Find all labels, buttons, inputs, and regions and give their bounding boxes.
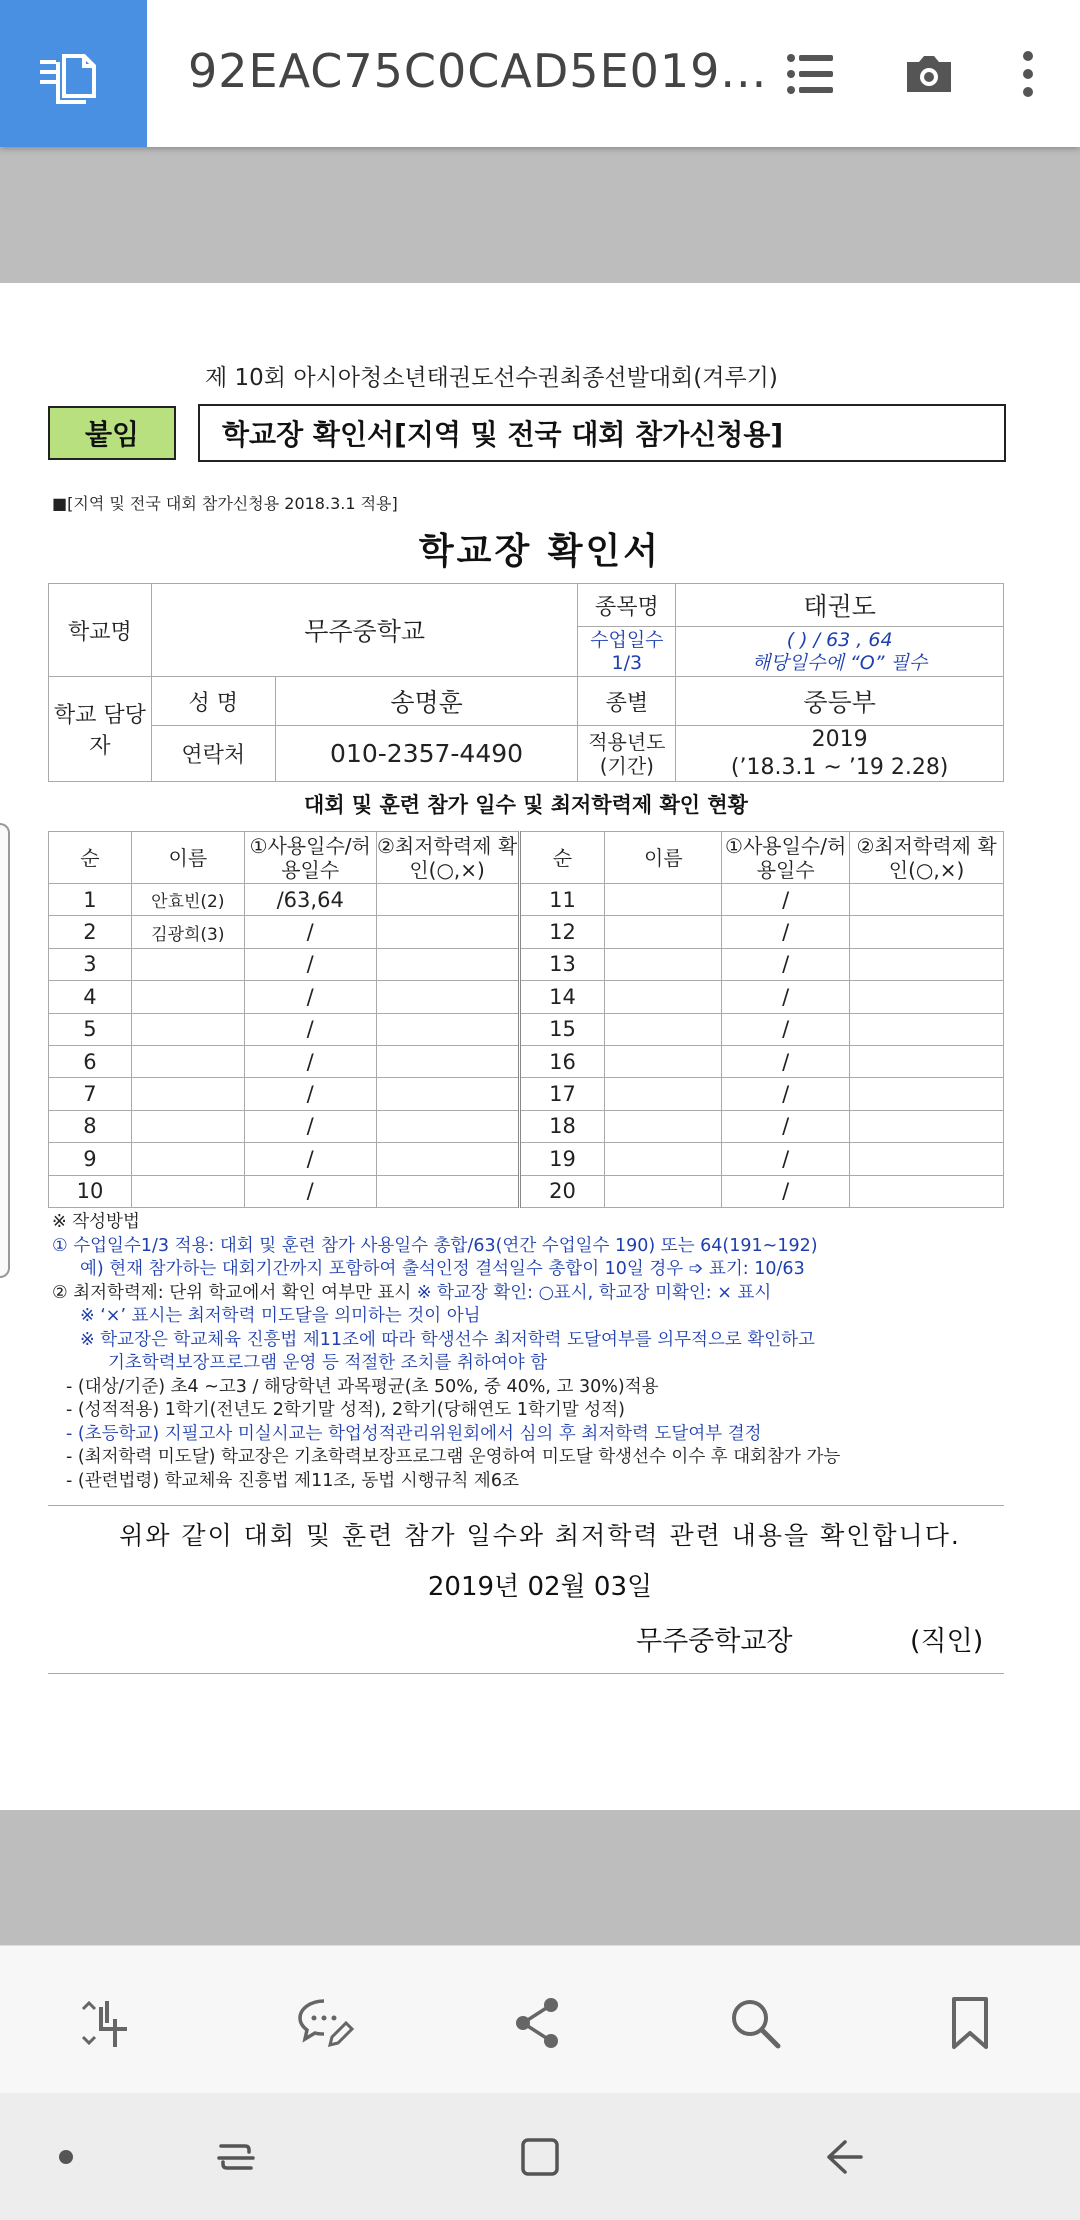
row-name — [131, 1013, 244, 1045]
row-min-academic — [376, 981, 519, 1013]
row-number: 8 — [49, 1110, 132, 1142]
row-days: / — [244, 1143, 376, 1175]
row-name-2 — [605, 884, 722, 916]
section-title: 대회 및 훈련 참가 일수 및 최저학력제 확인 현황 — [304, 793, 748, 817]
bottom-toolbar — [0, 1945, 1080, 2093]
event-value: 태권도 — [676, 584, 1004, 627]
participation-table — [48, 831, 1004, 1208]
row-min-academic — [376, 916, 519, 948]
row-number-2: 19 — [519, 1143, 605, 1175]
search-icon — [725, 1993, 785, 2053]
comment-edit-icon — [294, 1993, 354, 2053]
row-name-2 — [605, 1175, 722, 1207]
row-days-2: / — [722, 1013, 850, 1045]
list-view-button[interactable] — [775, 38, 847, 110]
fit-page-icon — [75, 1993, 135, 2053]
row-name-2 — [605, 1110, 722, 1142]
row-name — [131, 1045, 244, 1077]
row-number: 6 — [49, 1045, 132, 1077]
row-days-2: / — [722, 1175, 850, 1207]
row-name — [131, 1110, 244, 1142]
row-days-2: / — [722, 1078, 850, 1110]
document-title: 92EAC75C0CAD5E019... — [188, 44, 768, 98]
attachment-badge: 붙임 — [48, 406, 176, 460]
row-days-2: / — [722, 948, 850, 980]
back-button[interactable] — [814, 2129, 870, 2185]
camera-icon — [901, 46, 957, 102]
form-title-box: 학교장 확인서[지역 및 전국 대회 참가신청용] — [198, 404, 1006, 462]
row-days: / — [244, 1110, 376, 1142]
row-number-2: 15 — [519, 1013, 605, 1045]
contact-label: 연락처 — [151, 726, 275, 782]
row-min-academic-2 — [850, 1143, 1004, 1175]
row-name — [131, 948, 244, 980]
header-min-academic: ②최저학력제 확인(○,×) — [376, 833, 518, 882]
instruction-line: ※ 학교장은 학교체육 진흥법 제11조에 따라 학생선수 최저학력 도달여부를 의무적으로 확인하고 — [80, 1329, 815, 1350]
row-name: 김광희(3) — [131, 916, 244, 948]
recent-apps-icon — [211, 2132, 261, 2182]
principal-signature: 무주중학교장 — [636, 1626, 793, 1657]
document-icon — [42, 42, 106, 106]
bookmark-button[interactable] — [935, 1988, 1005, 2058]
row-name-2 — [605, 1013, 722, 1045]
more-vert-icon — [1000, 46, 1056, 102]
row-number-2: 17 — [519, 1078, 605, 1110]
row-days-2: / — [722, 916, 850, 948]
row-number-2: 18 — [519, 1110, 605, 1142]
school-name-value: 무주중학교 — [151, 584, 578, 677]
row-name-2 — [605, 981, 722, 1013]
table-row — [49, 1078, 1004, 1110]
row-name-2 — [605, 948, 722, 980]
row-days: / — [244, 948, 376, 980]
row-name — [131, 1143, 244, 1175]
row-min-academic — [376, 1175, 519, 1207]
instructions-heading: ※ 작성방법 — [52, 1212, 140, 1232]
row-days: / — [244, 1175, 376, 1207]
more-options-button[interactable] — [992, 38, 1064, 110]
page-fit-button[interactable] — [70, 1988, 140, 2058]
divider — [48, 1673, 1004, 1674]
row-min-academic-2 — [850, 1013, 1004, 1045]
row-days-2: / — [722, 1143, 850, 1175]
share-button[interactable] — [502, 1988, 572, 2058]
row-number: 1 — [49, 884, 132, 916]
school-name-label: 학교명 — [49, 584, 152, 677]
row-min-academic-2 — [850, 1045, 1004, 1077]
document-page[interactable] — [0, 283, 1080, 1810]
divider — [48, 1505, 1004, 1506]
instruction-line: - (초등학교) 지필고사 미실시교는 학업성적관리위원회에서 심의 후 최저학력 도달여부 결정 — [66, 1423, 762, 1444]
row-number: 2 — [49, 916, 132, 948]
instruction-line: 기초학력보장프로그램 운영 등 적절한 조치를 취하여야 함 — [108, 1353, 548, 1373]
class-days-value-line1: ( ) / 63 , 64 — [786, 628, 893, 651]
confirmation-date: 2019년 02월 03일 — [427, 1572, 653, 1602]
confirmation-text: 위와 같이 대회 및 훈련 참가 일수와 최저학력 관련 내용을 확인합니다. — [119, 1521, 961, 1550]
row-number-2: 11 — [519, 884, 605, 916]
header-name-2: 이름 — [605, 832, 722, 884]
instruction-line: 예) 현재 참가하는 대회기간까지 포함하여 출석인정 결석일수 총합이 10일 경우 ➩ 표기: 10/63 — [80, 1259, 805, 1279]
home-button[interactable] — [512, 2129, 568, 2185]
row-min-academic-2 — [850, 1110, 1004, 1142]
row-name — [131, 1078, 244, 1110]
dot-icon — [41, 2132, 91, 2182]
row-name-2 — [605, 1045, 722, 1077]
page-gap-bottom — [0, 1810, 1080, 1945]
instruction-line: - (최저학력 미도달) 학교장은 기초학력보장프로그램 운영하여 미도달 학생선수 이수 후 대회참가 가능 — [66, 1447, 841, 1467]
row-days-2: / — [722, 981, 850, 1013]
event-label: 종목명 — [578, 584, 676, 627]
class-days-label: 수업일수 1/3 — [578, 627, 676, 677]
instruction-line — [52, 1282, 1012, 1306]
instruction-line: ※ ‘×’ 표시는 최저학력 미도달을 의미하는 것이 아님 — [80, 1306, 481, 1326]
row-days: / — [244, 916, 376, 948]
name-label: 성 명 — [151, 677, 275, 726]
instruction-line: - (관련법령) 학교체육 진흥법 제11조, 동법 시행규칙 제6조 — [66, 1470, 519, 1491]
row-days: / — [244, 1078, 376, 1110]
type-label: 종별 — [578, 677, 676, 726]
row-min-academic — [376, 884, 519, 916]
row-min-academic — [376, 1013, 519, 1045]
row-min-academic-2 — [850, 948, 1004, 980]
row-number-2: 14 — [519, 981, 605, 1013]
row-name — [131, 1175, 244, 1207]
row-min-academic — [376, 1110, 519, 1142]
row-min-academic — [376, 1143, 519, 1175]
year-value-line2: (’18.3.1 ~ ’19 2.28) — [730, 754, 949, 780]
row-name: 안효빈(2) — [131, 884, 244, 916]
table-header-row — [49, 832, 1004, 884]
instruction-line-part: ② 최저학력제: 단위 학교에서 확인 여부만 표시 — [52, 1282, 417, 1303]
form-title: 학교장 확인서 — [418, 531, 662, 572]
row-number: 9 — [49, 1143, 132, 1175]
header-min-academic-2: ②최저학력제 확인(○,×) — [850, 832, 1004, 884]
table-row — [49, 981, 1004, 1013]
year-value — [676, 726, 1004, 782]
school-info-table — [48, 583, 1004, 782]
form-note: ■[지역 및 전국 대회 참가신청용 2018.3.1 적용] — [52, 494, 398, 513]
instruction-line-part: ※ 학교장 확인: ○표시, 학교장 미확인: × 표시 — [416, 1282, 772, 1303]
share-icon — [507, 1993, 567, 2053]
table-row — [49, 1045, 1004, 1077]
row-number: 10 — [49, 1175, 132, 1207]
row-name-2 — [605, 1078, 722, 1110]
header-days-2: ①사용일수/허용일수 — [722, 832, 850, 884]
manager-name-value: 송명훈 — [275, 677, 578, 726]
row-number: 4 — [49, 981, 132, 1013]
instructions — [52, 1211, 1012, 1493]
row-min-academic — [376, 948, 519, 980]
instruction-line: - (대상/기준) 초4 ~고3 / 해당학년 과목평균(초 50%, 중 40%, 고 30%)적용 — [66, 1376, 659, 1397]
home-icon — [515, 2132, 565, 2182]
row-number: 7 — [49, 1078, 132, 1110]
table-row — [49, 916, 1004, 948]
class-days-value — [676, 627, 1004, 677]
row-min-academic — [376, 1078, 519, 1110]
row-days: / — [244, 1013, 376, 1045]
row-number-2: 20 — [519, 1175, 605, 1207]
back-arrow-icon — [817, 2132, 867, 2182]
row-min-academic-2 — [850, 884, 1004, 916]
instruction-line: ① 수업일수1/3 적용: 대회 및 훈련 참가 사용일수 총합/63(연간 수업일수 190) 또는 64(191~192) — [52, 1235, 818, 1256]
type-value: 중등부 — [676, 677, 1004, 726]
row-name-2 — [605, 1143, 722, 1175]
row-days-2: / — [722, 1110, 850, 1142]
table-row — [49, 1143, 1004, 1175]
row-days: / — [244, 981, 376, 1013]
row-days: / — [244, 1045, 376, 1077]
row-number-2: 13 — [519, 948, 605, 980]
system-nav-bar — [0, 2093, 1080, 2220]
row-name-2 — [605, 916, 722, 948]
year-value-line1: 2019 — [811, 727, 868, 752]
year-label: 적용년도 (기간) — [578, 726, 676, 782]
table-row — [49, 948, 1004, 980]
table-row — [49, 1013, 1004, 1045]
top-app-bar — [0, 0, 1080, 147]
header-no: 순 — [49, 832, 132, 884]
instruction-line: - (성적적용) 1학기(전년도 2학기말 성적), 2학기(당해연도 1학기말 성적) — [66, 1400, 625, 1420]
table-row — [49, 1110, 1004, 1142]
header-days: ①사용일수/허용일수 — [244, 832, 376, 884]
row-number: 3 — [49, 948, 132, 980]
row-days: /63,64 — [244, 884, 376, 916]
document-menu-button[interactable] — [0, 0, 147, 147]
side-panel-handle[interactable] — [0, 823, 10, 1278]
row-name — [131, 981, 244, 1013]
page-gap-top — [0, 147, 1080, 283]
row-number: 5 — [49, 1013, 132, 1045]
header-name: 이름 — [131, 832, 244, 884]
row-days-2: / — [722, 884, 850, 916]
row-min-academic-2 — [850, 916, 1004, 948]
camera-button[interactable] — [893, 38, 965, 110]
bookmark-icon — [940, 1993, 1000, 2053]
manager-label: 학교 담당자 — [49, 677, 152, 782]
row-min-academic-2 — [850, 1175, 1004, 1207]
row-min-academic-2 — [850, 981, 1004, 1013]
recent-apps-button[interactable] — [208, 2129, 264, 2185]
row-min-academic-2 — [850, 1078, 1004, 1110]
table-row — [49, 1175, 1004, 1207]
comment-button[interactable] — [289, 1988, 359, 2058]
search-button[interactable] — [720, 1988, 790, 2058]
event-header: 제 10회 아시아청소년태권도선수권최종선발대회(겨루기) — [205, 365, 778, 391]
row-number-2: 12 — [519, 916, 605, 948]
table-row — [49, 884, 1004, 916]
header-no-2: 순 — [519, 832, 605, 884]
list-icon — [783, 46, 839, 102]
class-days-value-line2: 해당일수에 “O” 필수 — [752, 651, 928, 674]
row-days-2: / — [722, 1045, 850, 1077]
row-min-academic — [376, 1045, 519, 1077]
contact-value: 010-2357-4490 — [275, 726, 578, 782]
row-number-2: 16 — [519, 1045, 605, 1077]
official-seal: (직인) — [910, 1626, 984, 1657]
nav-dot-button[interactable] — [38, 2129, 94, 2185]
